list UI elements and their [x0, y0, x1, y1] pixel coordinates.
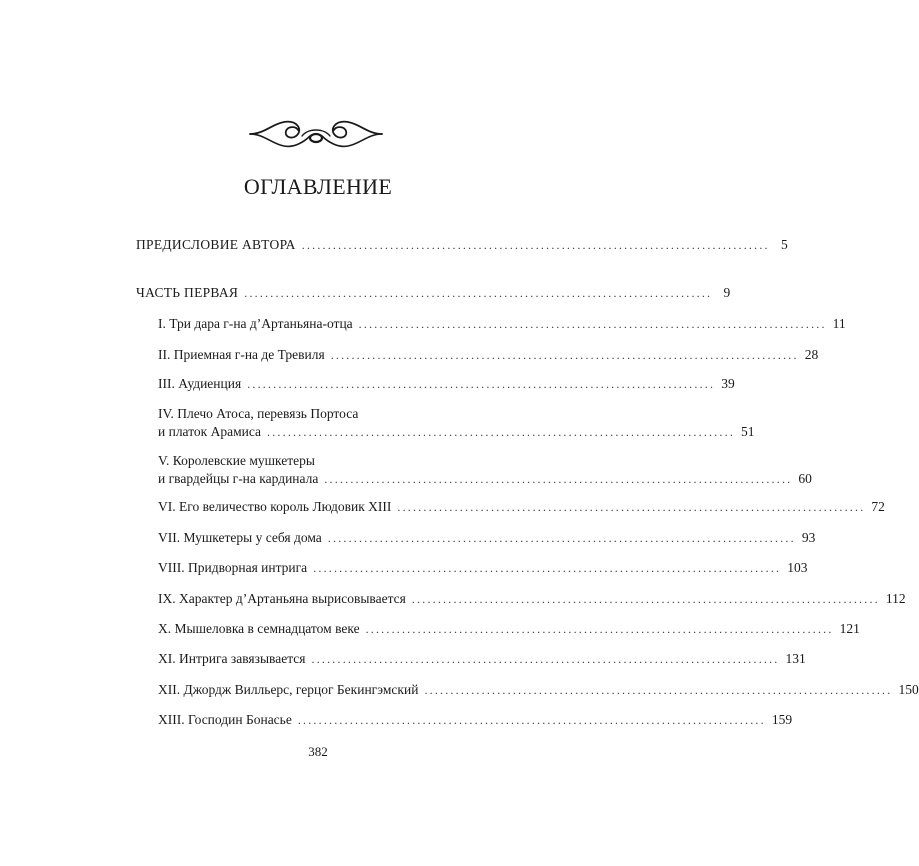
toc-entry-label: XIII. Господин Бонасье [158, 712, 292, 727]
toc-chapter-11[interactable] [158, 650, 806, 668]
toc-entry-preface[interactable] [136, 236, 788, 254]
toc-entry-label: I. Три дара г-на д’Артаньяна-отца [158, 316, 353, 331]
toc-entry-label: ЧАСТЬ ПЕРВАЯ [136, 285, 239, 300]
toc-entry-page: 9 [723, 285, 731, 300]
toc-entry-label: IV. Плечо Атоса, перевязь Портоса [158, 406, 359, 421]
toc-entry-page: 93 [801, 530, 816, 545]
leader-dots: .......................................................................................... [327, 531, 796, 545]
toc-entry-part[interactable] [136, 284, 731, 302]
toc-entry-page: 131 [785, 651, 806, 666]
toc-chapter-1[interactable] [158, 315, 846, 333]
leader-dots: .......................................................................................... [311, 652, 780, 666]
toc-entry-page: 39 [721, 376, 735, 391]
toc-entry-page: 159 [771, 712, 793, 727]
toc-chapter-4[interactable] [158, 405, 755, 441]
toc-entry-page: 51 [741, 424, 755, 439]
leader-dots: .......................................................................................... [358, 317, 827, 331]
leader-dots: .......................................................................................... [301, 238, 770, 252]
toc-chapter-6[interactable] [158, 498, 885, 516]
leader-dots: .......................................................................................... [330, 348, 799, 362]
toc-chapter-8[interactable] [158, 559, 808, 577]
toc-entry-label: III. Аудиенция [158, 376, 242, 391]
toc-entry-page: 11 [832, 316, 846, 331]
toc-entry-label-cont: и платок Арамиса [158, 424, 262, 439]
toc-chapter-7[interactable] [158, 529, 816, 547]
toc-chapter-9[interactable] [158, 590, 906, 608]
toc-entry-label: VIII. Придворная интрига [158, 560, 308, 575]
toc-entry-page: 112 [885, 591, 906, 606]
toc-chapter-13[interactable] [158, 711, 793, 729]
toc-entry-page: 150 [898, 682, 919, 697]
leader-dots: .......................................................................................... [297, 713, 766, 727]
toc-entry-page: 5 [780, 237, 788, 252]
toc-entry-label-cont: и гвардейцы г-на кардинала [158, 471, 319, 486]
toc-entry-label: V. Королевские мушкетеры [158, 453, 315, 468]
toc-entry-label: VII. Мушкетеры у себя дома [158, 530, 322, 545]
leader-dots: .......................................................................................... [247, 377, 716, 391]
toc-entry-label: X. Мышеловка в семнадцатом веке [158, 621, 360, 636]
leader-dots: .......................................................................................... [267, 425, 736, 439]
leader-dots: .......................................................................................... [424, 683, 893, 697]
page-number: 382 [308, 744, 328, 759]
leader-dots: .......................................................................................... [365, 622, 834, 636]
toc-entry-page: 60 [798, 471, 812, 486]
toc-entry-label: II. Приемная г-на де Тревиля [158, 347, 325, 362]
toc-entry-page: 28 [804, 347, 819, 362]
toc-chapter-3[interactable] [158, 375, 735, 393]
toc-entry-label: XII. Джордж Вилльерс, герцог Бекингэмский [158, 682, 419, 697]
leader-dots: .......................................................................................... [397, 500, 866, 514]
leader-dots: .......................................................................................... [244, 286, 713, 300]
leader-dots: .......................................................................................... [324, 472, 793, 486]
toc-entry-page: 72 [871, 499, 885, 514]
toc-entry-page: 103 [787, 560, 808, 575]
toc-entry-label: VI. Его величество король Людовик XIII [158, 499, 392, 514]
toc-chapter-10[interactable] [158, 620, 860, 638]
toc-entry-label: IX. Характер д’Артаньяна вырисовывается [158, 591, 406, 606]
toc-entry-label: ПРЕДИСЛОВИЕ АВТОРА [136, 237, 296, 252]
toc-chapter-2[interactable] [158, 346, 819, 364]
flourish-ornament-icon [246, 112, 386, 156]
page-title: ОГЛАВЛЕНИЕ [243, 174, 393, 199]
toc-entry-label: XI. Интрига завязывается [158, 651, 306, 666]
toc-chapter-5[interactable] [158, 452, 812, 488]
leader-dots: .......................................................................................... [411, 592, 880, 606]
toc-chapter-12[interactable] [158, 681, 919, 699]
toc-entry-page: 121 [839, 621, 860, 636]
leader-dots: .......................................................................................... [313, 561, 782, 575]
